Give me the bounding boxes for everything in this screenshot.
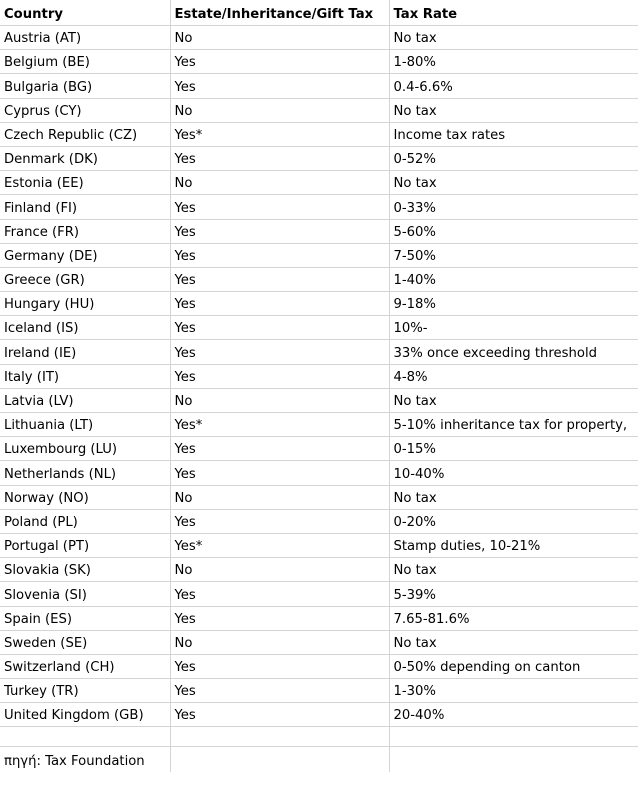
cell-country[interactable]: Portugal (PT): [0, 533, 170, 557]
cell-tax[interactable]: No: [170, 98, 389, 122]
cell-rate[interactable]: 0-50% depending on canton: [389, 654, 638, 678]
table-row: [0, 316, 638, 340]
cell-tax[interactable]: Yes: [170, 582, 389, 606]
table-row: [0, 146, 638, 170]
source-note[interactable]: πηγή: Tax Foundation: [0, 747, 170, 773]
cell-tax[interactable]: Yes: [170, 146, 389, 170]
cell-country[interactable]: Greece (GR): [0, 267, 170, 291]
cell-country[interactable]: Italy (IT): [0, 364, 170, 388]
cell-country[interactable]: Norway (NO): [0, 485, 170, 509]
cell-rate[interactable]: Income tax rates: [389, 122, 638, 146]
cell-country[interactable]: Netherlands (NL): [0, 461, 170, 485]
table-row: [0, 364, 638, 388]
table-row: [0, 582, 638, 606]
cell-country[interactable]: Spain (ES): [0, 606, 170, 630]
table-row: [0, 606, 638, 630]
table-row: [0, 267, 638, 291]
cell-tax[interactable]: Yes*: [170, 413, 389, 437]
cell-tax[interactable]: Yes: [170, 654, 389, 678]
table-row: [0, 98, 638, 122]
empty-cell[interactable]: [170, 727, 389, 747]
cell-rate[interactable]: 4-8%: [389, 364, 638, 388]
cell-country[interactable]: Bulgaria (BG): [0, 74, 170, 98]
cell-country[interactable]: Poland (PL): [0, 509, 170, 533]
cell-country[interactable]: Latvia (LV): [0, 388, 170, 412]
cell-country[interactable]: France (FR): [0, 219, 170, 243]
table-row: [0, 122, 638, 146]
empty-cell[interactable]: [389, 747, 638, 773]
table-row: [0, 340, 638, 364]
table-row: [0, 413, 638, 437]
table-row: [0, 630, 638, 654]
cell-rate[interactable]: 0-15%: [389, 437, 638, 461]
cell-country[interactable]: Czech Republic (CZ): [0, 122, 170, 146]
cell-rate[interactable]: 33% once exceeding threshold: [389, 340, 638, 364]
table-row: [0, 509, 638, 533]
table-row: [0, 485, 638, 509]
cell-rate[interactable]: 5-10% inheritance tax for property,: [389, 413, 638, 437]
cell-tax[interactable]: Yes: [170, 195, 389, 219]
empty-cell[interactable]: [0, 727, 170, 747]
cell-tax[interactable]: Yes: [170, 437, 389, 461]
cell-tax[interactable]: Yes: [170, 50, 389, 74]
cell-rate[interactable]: Stamp duties, 10-21%: [389, 533, 638, 557]
cell-rate[interactable]: No tax: [389, 26, 638, 50]
table-row: [0, 171, 638, 195]
table-row: [0, 437, 638, 461]
cell-country[interactable]: Lithuania (LT): [0, 413, 170, 437]
cell-rate[interactable]: 5-39%: [389, 582, 638, 606]
table-row: [0, 388, 638, 412]
cell-tax[interactable]: Yes: [170, 679, 389, 703]
cell-rate[interactable]: No tax: [389, 98, 638, 122]
cell-rate[interactable]: No tax: [389, 558, 638, 582]
table-row: [0, 703, 638, 727]
cell-country[interactable]: Iceland (IS): [0, 316, 170, 340]
cell-rate[interactable]: 10-40%: [389, 461, 638, 485]
cell-country[interactable]: Belgium (BE): [0, 50, 170, 74]
table-row: [0, 558, 638, 582]
cell-rate[interactable]: 10%-: [389, 316, 638, 340]
cell-country[interactable]: United Kingdom (GB): [0, 703, 170, 727]
empty-cell[interactable]: [170, 747, 389, 773]
cell-rate[interactable]: 1-30%: [389, 679, 638, 703]
table-row: [0, 74, 638, 98]
cell-rate[interactable]: 0.4-6.6%: [389, 74, 638, 98]
cell-tax[interactable]: Yes*: [170, 122, 389, 146]
cell-country[interactable]: Hungary (HU): [0, 292, 170, 316]
table-row: [0, 50, 638, 74]
table-row: [0, 243, 638, 267]
source-row: [0, 747, 638, 773]
cell-tax[interactable]: Yes: [170, 606, 389, 630]
cell-rate[interactable]: 1-40%: [389, 267, 638, 291]
cell-tax[interactable]: Yes: [170, 243, 389, 267]
cell-country[interactable]: Estonia (EE): [0, 171, 170, 195]
cell-tax[interactable]: Yes: [170, 703, 389, 727]
cell-tax[interactable]: Yes: [170, 340, 389, 364]
table-row: [0, 195, 638, 219]
cell-tax[interactable]: Yes: [170, 316, 389, 340]
cell-country[interactable]: Cyprus (CY): [0, 98, 170, 122]
cell-tax[interactable]: No: [170, 558, 389, 582]
cell-rate[interactable]: 7.65-81.6%: [389, 606, 638, 630]
table-row: [0, 292, 638, 316]
cell-country[interactable]: Luxembourg (LU): [0, 437, 170, 461]
cell-rate[interactable]: No tax: [389, 171, 638, 195]
cell-rate[interactable]: 5-60%: [389, 219, 638, 243]
table-row: [0, 219, 638, 243]
header-row: [0, 0, 638, 26]
cell-rate[interactable]: 0-33%: [389, 195, 638, 219]
header-country[interactable]: Country: [0, 0, 170, 26]
cell-country[interactable]: Switzerland (CH): [0, 654, 170, 678]
cell-country[interactable]: Austria (AT): [0, 26, 170, 50]
cell-tax[interactable]: Yes: [170, 267, 389, 291]
cell-rate[interactable]: No tax: [389, 388, 638, 412]
cell-tax[interactable]: Yes: [170, 364, 389, 388]
cell-rate[interactable]: 0-20%: [389, 509, 638, 533]
cell-country[interactable]: Ireland (IE): [0, 340, 170, 364]
cell-rate[interactable]: 9-18%: [389, 292, 638, 316]
cell-country[interactable]: Denmark (DK): [0, 146, 170, 170]
table-row: [0, 533, 638, 557]
cell-country[interactable]: Slovenia (SI): [0, 582, 170, 606]
table-row: [0, 654, 638, 678]
empty-cell[interactable]: [389, 727, 638, 747]
cell-rate[interactable]: 1-80%: [389, 50, 638, 74]
cell-tax[interactable]: No: [170, 26, 389, 50]
cell-tax[interactable]: Yes: [170, 509, 389, 533]
table-row: [0, 679, 638, 703]
cell-tax[interactable]: Yes*: [170, 533, 389, 557]
cell-country[interactable]: Sweden (SE): [0, 630, 170, 654]
cell-country[interactable]: Slovakia (SK): [0, 558, 170, 582]
cell-tax[interactable]: No: [170, 171, 389, 195]
cell-country[interactable]: Germany (DE): [0, 243, 170, 267]
cell-tax[interactable]: No: [170, 485, 389, 509]
cell-country[interactable]: Finland (FI): [0, 195, 170, 219]
cell-rate[interactable]: 0-52%: [389, 146, 638, 170]
empty-row: [0, 727, 638, 747]
cell-rate[interactable]: 20-40%: [389, 703, 638, 727]
cell-rate[interactable]: No tax: [389, 485, 638, 509]
cell-tax[interactable]: Yes: [170, 219, 389, 243]
cell-tax[interactable]: Yes: [170, 461, 389, 485]
cell-tax[interactable]: Yes: [170, 74, 389, 98]
table-row: [0, 26, 638, 50]
header-rate[interactable]: Tax Rate: [389, 0, 638, 26]
cell-country[interactable]: Turkey (TR): [0, 679, 170, 703]
header-tax[interactable]: Estate/Inheritance/Gift Tax: [170, 0, 389, 26]
cell-tax[interactable]: No: [170, 630, 389, 654]
cell-tax[interactable]: Yes: [170, 292, 389, 316]
cell-tax[interactable]: No: [170, 388, 389, 412]
table-row: [0, 461, 638, 485]
cell-rate[interactable]: No tax: [389, 630, 638, 654]
cell-rate[interactable]: 7-50%: [389, 243, 638, 267]
